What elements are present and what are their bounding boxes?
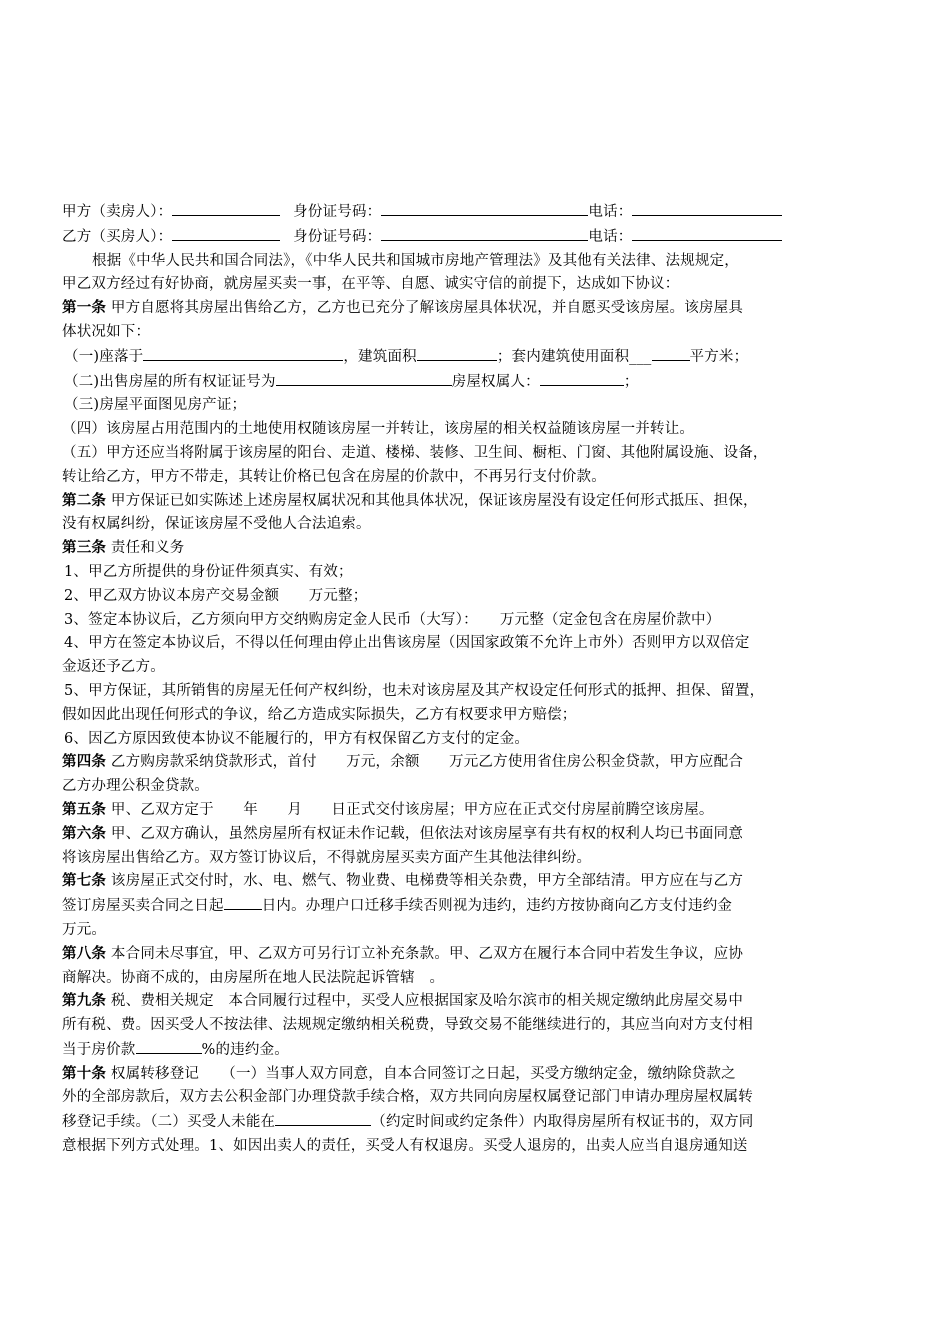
buyer-phone-label: 电话：	[588, 228, 633, 245]
article-1-text: 甲方自愿将其房屋出售给乙方，乙方也已充分了解该房屋具体状况，并自愿买受该房屋。该房屋具	[106, 300, 744, 317]
buyer-id-label: 身份证号码：	[293, 228, 382, 245]
article-9-text: 税、费相关规定 本合同履行过程中，买受人应根据国家及哈尔滨市的相关规定缴纳此房屋交易中	[106, 993, 744, 1010]
buyer-line	[62, 225, 862, 250]
article-3-heading: 第三条	[62, 540, 107, 557]
seller-line	[62, 200, 862, 225]
article-8-text: 本合同未尽事宜，甲、乙双方可另行订立补充条款。甲、乙双方在履行本合同中若发生争议，应协	[106, 945, 744, 962]
seller-label: 甲方（卖房人）：	[62, 204, 173, 220]
article-3-point-5b: 假如因此出现任何形式的争议，给乙方造成实际损失，乙方有权要求甲方赔偿；	[62, 706, 577, 723]
article-1-item-5a: （五）甲方还应当将附属于该房屋的阳台、走道、楼梯、装修、卫生间、橱柜、门窗、其他附属设施、设备，	[62, 444, 768, 461]
article-5-line-1	[62, 799, 862, 823]
article-2-line-1	[62, 490, 862, 514]
owner-blank[interactable]	[540, 370, 624, 386]
inner-area-label: ；套内建筑使用面积___	[496, 348, 652, 365]
buyer-id-blank[interactable]	[381, 225, 588, 241]
location-blank[interactable]	[143, 345, 343, 361]
article-1-item-3: （三)房屋平面图见房产证；	[64, 397, 247, 414]
days-blank[interactable]	[224, 894, 262, 910]
article-4-heading: 第四条	[62, 754, 107, 771]
article-1-heading: 第一条	[62, 300, 107, 317]
article-1-item-4: （四）该房屋占用范围内的土地使用权随该房屋一并转让，该房屋的相关权益随该房屋一并转让。	[62, 421, 695, 438]
sqm-label: 平方米；	[689, 348, 749, 365]
article-10-line-1	[62, 1063, 862, 1087]
article-6-line-1	[62, 823, 862, 847]
penalty-text: %的违约金。	[201, 1041, 289, 1058]
article-9-line-1	[62, 990, 862, 1014]
contract-body	[62, 200, 862, 1159]
article-7-text: 该房屋正式交付时，水、电、燃气、物业费、电梯费等相关杂费，甲方全部结清。甲方应在与乙方	[106, 873, 744, 890]
area-label: ，建筑面积	[343, 348, 417, 365]
article-3-point-4a: 4、甲方在签定本协议后，不得以任何理由停止出售该房屋（因国家政策不允许上市外）否则甲方以双倍定	[64, 635, 750, 652]
article-7-heading: 第七条	[62, 873, 107, 890]
article-3-point-3: 3、签定本协议后，乙方须向甲方交纳购房定金人民币（大写）： 万元整（定金包含在房屋价款中）	[64, 611, 721, 628]
seller-phone-blank[interactable]	[632, 200, 782, 216]
deadline-text: （约定时间或约定条件）内取得房屋所有权证书的，双方同	[371, 1114, 754, 1131]
days-label: 签订房屋买卖合同之日起	[62, 898, 224, 915]
article-1-line-2: 体状况如下：	[62, 323, 151, 340]
seller-id-blank[interactable]	[381, 200, 588, 216]
article-2-text: 甲方保证已如实陈述上述房屋权属状况和其他具体状况，保证该房屋没有设定任何形式抵压、担保，	[106, 492, 758, 509]
area-blank[interactable]	[417, 345, 497, 361]
article-3-point-1: 1、甲乙方所提供的身份证件须真实、有效；	[64, 563, 353, 580]
owner-end: ；	[623, 373, 639, 390]
certificate-blank[interactable]	[276, 370, 452, 386]
article-3-point-5a: 5、甲方保证，其所销售的房屋无任何产权纠纷，也未对该房屋及其产权设定任何形式的抵押、担保、留置，	[64, 682, 765, 699]
article-9-line-3	[62, 1038, 862, 1063]
buyer-name-blank[interactable]	[172, 225, 280, 241]
deadline-label: 移登记手续。（二）买受人未能在	[62, 1114, 276, 1131]
article-1-item-1	[62, 345, 862, 370]
article-1-line-1	[62, 297, 862, 321]
article-8-heading: 第八条	[62, 945, 107, 962]
article-9-heading: 第九条	[62, 993, 107, 1010]
seller-id-label: 身份证号码：	[293, 204, 382, 220]
days-text: 日内。办理户口迁移手续否则视为违约，违约方按协商向乙方支付违约金	[261, 898, 733, 915]
article-9-line-2: 所有税、费。因买受人不按法律、法规规定缴纳相关税费，导致交易不能继续进行的，其应当向对方支付相	[62, 1017, 753, 1034]
article-4-line-2: 乙方办理公积金贷款。	[62, 778, 209, 795]
seller-name-blank[interactable]	[172, 200, 280, 216]
article-10-heading: 第十条	[62, 1065, 107, 1082]
article-8-line-2: 商解决。协商不成的，由房屋所在地人民法院起诉管辖 。	[62, 969, 445, 986]
article-6-heading: 第六条	[62, 825, 107, 842]
article-1-item-2	[62, 370, 862, 395]
owner-label: 房屋权属人：	[451, 373, 540, 390]
article-7-line-1	[62, 870, 862, 894]
article-8-line-1	[62, 943, 862, 967]
article-6-text: 甲、乙双方确认，虽然房屋所有权证未作记载，但依法对该房屋享有共有权的权利人均已书面同意	[106, 825, 744, 842]
article-3-line-1	[62, 537, 862, 561]
article-3-point-4b: 金返还予乙方。	[62, 659, 165, 676]
intro-line-1: 根据《中华人民共和国合同法》，《中华人民共和国城市房地产管理法》及其他有关法律、法规规定，	[92, 252, 739, 269]
inner-area-blank[interactable]	[652, 345, 690, 361]
article-2-heading: 第二条	[62, 492, 107, 509]
article-3-title: 责任和义务	[106, 540, 185, 557]
penalty-percent-blank[interactable]	[136, 1038, 202, 1054]
certificate-label: （二)出售房屋的所有权证证号为	[64, 373, 276, 390]
deadline-blank[interactable]	[275, 1110, 371, 1126]
penalty-label: 当于房价款	[62, 1041, 136, 1058]
seller-phone-label: 电话：	[588, 204, 633, 220]
article-5-text: 甲、乙双方定于 年 月 日正式交付该房屋；甲方应在正式交付房屋前腾空该房屋。	[106, 801, 714, 818]
article-1-item-5b: 转让给乙方，甲方不带走，其转让价格已包含在房屋的价款中，不再另行支付价款。	[62, 468, 606, 485]
article-10-text: 权属转移登记 （一）当事人双方同意，自本合同签订之日起，买受方缴纳定金，缴纳除贷款之	[106, 1065, 736, 1082]
intro-line-2: 甲乙双方经过有好协商，就房屋买卖一事，在平等、自愿、诚实守信的前提下，达成如下协议：	[62, 276, 680, 293]
location-label: （一)座落于	[64, 348, 144, 365]
article-3-point-6: 6、因乙方原因致使本协议不能履行的，甲方有权保留乙方支付的定金。	[64, 730, 530, 747]
buyer-phone-blank[interactable]	[632, 225, 782, 241]
article-5-heading: 第五条	[62, 801, 107, 818]
article-10-line-2: 外的全部房款后，双方去公积金部门办理贷款手续合格，双方共同向房屋权属登记部门申请办理房屋权属转	[62, 1089, 753, 1106]
article-4-line-1	[62, 751, 862, 775]
article-10-line-4: 意根据下列方式处理。1、如因出卖人的责任，买受人有权退房。买受人退房的，出卖人应当自退房通知送	[62, 1138, 748, 1155]
buyer-label: 乙方（买房人）：	[62, 228, 173, 245]
article-6-line-2: 将该房屋出售给乙方。双方签订协议后，不得就房屋买卖方面产生其他法律纠纷。	[62, 849, 592, 866]
article-3-point-2: 2、甲乙双方协议本房产交易金额 万元整；	[64, 587, 368, 604]
article-2-line-2: 没有权属纠纷，保证该房屋不受他人合法追索。	[62, 516, 371, 533]
article-7-line-3: 万元。	[62, 921, 107, 938]
article-4-text: 乙方购房款采纳贷款形式，首付 万元，余额 万元乙方使用省住房公积金贷款，甲方应配合	[106, 754, 744, 771]
article-10-line-3	[62, 1110, 862, 1135]
article-7-line-2	[62, 894, 862, 919]
